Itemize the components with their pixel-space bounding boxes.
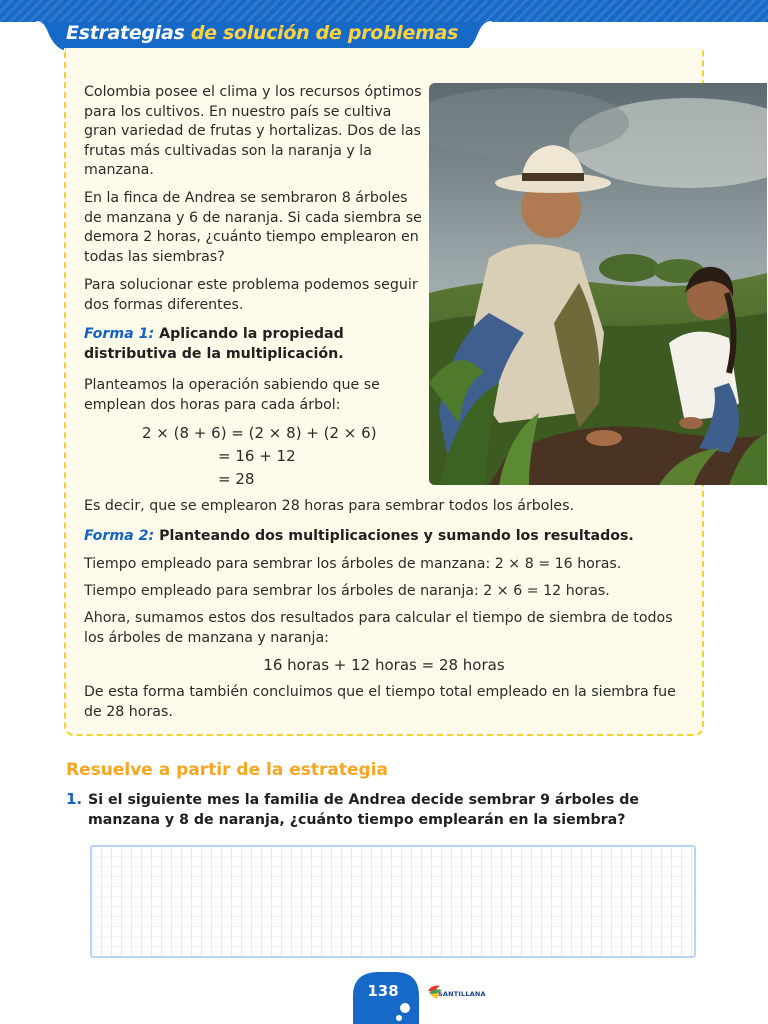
page-title-part1: Estrategias: [66, 22, 185, 44]
forma2-equation: [0, 655, 768, 675]
page-title: [66, 22, 458, 44]
forma2-line-manzana: Tiempo empleado para sembrar los árboles de manzana: 2 × 8 = 16 horas.: [84, 556, 622, 572]
forma2-sum-intro: Ahora, sumamos estos dos resultados para calcular el tiempo de siembra de todos los árboles de manzana y naranja:: [84, 610, 673, 646]
forma2-equation-text: 16 horas + 12 horas = 28 horas: [263, 656, 505, 674]
question-text: Si el siguiente mes la familia de Andrea decide sembrar 9 árboles de manzana y 8 de naranja, ¿cuánto tiempo emplearán en la siembra?: [88, 792, 640, 828]
answer-grid[interactable]: [90, 845, 696, 958]
brand-name: SANTILLANA: [438, 990, 486, 998]
forma2-label: Forma 2:: [84, 528, 155, 544]
farm-photo: [429, 83, 767, 485]
equation-line-3: = 28: [218, 470, 255, 488]
exercise-section-title: Resuelve a partir de la estrategia: [66, 760, 388, 780]
page-number: 138: [367, 982, 399, 1000]
forma2-heading: [84, 527, 694, 547]
forma2-conclusion: De esta forma también concluimos que el tiempo total empleado en la siembra fue de 28 horas.: [84, 684, 676, 720]
intro-paragraph: Colombia posee el clima y los recursos óptimos para los cultivos. En nuestro país se cultiva gran variedad de frutas y hortalizas. Dos de las frutas más cultivadas son la naranja y la manzana.: [84, 84, 422, 178]
equation-line-2: = 16 + 12: [218, 447, 296, 465]
forma1-conclusion: Es decir, que se emplearon 28 horas para sembrar todos los árboles.: [84, 498, 575, 514]
problem-paragraph: En la finca de Andrea se sembraron 8 árboles de manzana y 6 de naranja. Si cada siembra se demora 2 horas, ¿cuánto tiempo emplearon en todas las siembras?: [84, 190, 422, 265]
forma1-title: Aplicando la propiedad distributiva de la multiplicación.: [84, 326, 344, 362]
page-title-part2: de solución de problemas: [190, 22, 459, 44]
two-ways-paragraph: Para solucionar este problema podemos seguir dos formas diferentes.: [84, 277, 418, 313]
forma2-line-naranja: Tiempo empleado para sembrar los árboles de naranja: 2 × 6 = 12 horas.: [84, 583, 610, 599]
forma1-heading: [84, 325, 429, 364]
forma1-intro: Planteamos la operación sabiendo que se emplean dos horas para cada árbol:: [84, 377, 380, 413]
equation-line-1: 2 × (8 + 6) = (2 × 8) + (2 × 6): [142, 424, 377, 442]
forma2-title: Planteando dos multiplicaciones y sumando los resultados.: [159, 528, 634, 544]
question-number: 1.: [66, 790, 83, 808]
forma1-label: Forma 1:: [84, 326, 155, 342]
